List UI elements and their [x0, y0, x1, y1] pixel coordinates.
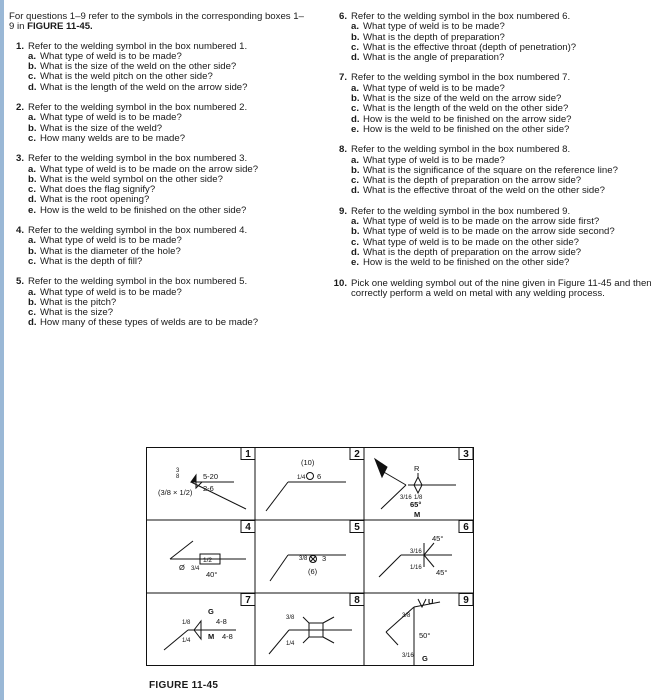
sub-question-text: What type of weld is to be made on the arrow side first? — [363, 216, 600, 228]
sub-question-letter: a. — [28, 235, 37, 247]
svg-text:5-20: 5-20 — [203, 472, 219, 481]
sub-question-text: What is the angle of preparation? — [363, 52, 505, 64]
sub-question-letter: c. — [28, 307, 37, 319]
question-number: 6. — [338, 11, 347, 22]
sub-question-text: What is the length of the weld on the other side? — [363, 103, 569, 115]
figure-11-45 — [146, 447, 474, 666]
svg-text:3: 3 — [176, 468, 180, 474]
right-column — [332, 12, 662, 309]
sub-question-letter: d. — [351, 246, 360, 258]
left-column — [9, 12, 309, 339]
svg-text:1/8: 1/8 — [182, 620, 191, 626]
sub-question-letter: d. — [351, 113, 360, 125]
svg-text:3/16: 3/16 — [400, 495, 412, 501]
welding-symbol-2 — [266, 473, 346, 512]
sub-question-letter: d. — [28, 317, 37, 329]
sub-question-letter: c. — [351, 175, 360, 187]
sub-question-letter: c. — [351, 103, 360, 115]
sub-question-text: What is the effective throat of the weld on the other side? — [363, 185, 605, 197]
welding-symbol-1 — [191, 475, 246, 509]
question-number: 3. — [15, 153, 24, 165]
sub-question-text: What type of weld is to be made? — [40, 235, 182, 247]
sub-question-text: What type of weld is to be made? — [40, 286, 182, 298]
sub-question-letter: a. — [351, 82, 360, 94]
svg-text:1/4: 1/4 — [286, 641, 295, 647]
svg-text:M: M — [414, 510, 421, 519]
svg-text:R: R — [414, 464, 420, 473]
question-5 — [9, 277, 309, 328]
sub-question-letter: c. — [28, 71, 37, 83]
sub-question-text: What is the depth of fill? — [40, 255, 143, 267]
svg-text:6: 6 — [317, 472, 322, 481]
sub-question-text: What is the diameter of the hole? — [40, 245, 181, 257]
sub-question-letter: a. — [351, 154, 360, 166]
question-number: 2. — [15, 102, 24, 114]
sub-question-text: What type of weld is to be made? — [363, 154, 505, 166]
sub-question-letter: a. — [28, 286, 37, 298]
svg-text:1/2: 1/2 — [203, 557, 213, 564]
question-1 — [9, 42, 309, 93]
svg-text:1/8: 1/8 — [414, 495, 423, 501]
question-6 — [332, 12, 662, 63]
sub-question-letter: b. — [28, 61, 37, 73]
sub-question-text: What type of weld is to be made on the other side? — [363, 236, 579, 248]
sub-question-text: What is the effective throat (depth of penetration)? — [363, 41, 577, 53]
sub-question-letter: d. — [28, 81, 37, 93]
svg-text:3/8: 3/8 — [402, 613, 411, 619]
svg-text:Ø: Ø — [179, 563, 185, 572]
page-edge-bar — [0, 0, 4, 700]
figure-caption: FIGURE 11-45 — [149, 680, 219, 691]
box-number-2: 2 — [354, 449, 360, 460]
sub-question-text: What is the size of the weld? — [40, 122, 163, 134]
sub-question-letter: b. — [351, 93, 360, 105]
sub-question-letter: a. — [28, 163, 37, 175]
svg-text:3/16: 3/16 — [410, 549, 422, 555]
sub-question-text: What type of weld is to be made? — [363, 82, 505, 94]
sub-question-text: What type of weld is to be made? — [363, 21, 505, 33]
svg-text:1/4: 1/4 — [297, 475, 306, 481]
svg-text:40°: 40° — [206, 570, 218, 579]
svg-text:3/8: 3/8 — [286, 615, 295, 621]
svg-text:G: G — [208, 607, 214, 616]
sub-question-letter: b. — [351, 226, 360, 238]
sub-question — [28, 83, 309, 93]
sub-question-text: What is the depth of preparation on the arrow side? — [363, 175, 582, 187]
question-number: 10. — [333, 277, 347, 289]
sub-question-text: What is the depth of preparation on the arrow side? — [363, 246, 582, 258]
sub-question-letter: b. — [28, 122, 37, 134]
question-text: Refer to the welding symbol in the box numbered 4. — [28, 225, 248, 237]
question-text: Refer to the welding symbol in the box numbered 7. — [351, 72, 571, 84]
question-number: 7. — [338, 72, 347, 84]
question-text: Pick one welding symbol out of the nine given in Figure 11-45 and then correctly perform a weld on metal with any welding process. — [351, 277, 652, 299]
sub-question-letter: d. — [351, 52, 360, 64]
sub-question — [351, 125, 662, 135]
svg-text:3/16: 3/16 — [402, 653, 414, 659]
svg-text:3/4: 3/4 — [191, 566, 200, 572]
symbol-2-count-paren: (10) — [301, 458, 315, 467]
svg-text:8: 8 — [176, 474, 180, 480]
svg-text:4-8: 4-8 — [216, 617, 227, 626]
sub-question-letter: c. — [351, 236, 360, 248]
sub-question-letter: c. — [28, 184, 37, 196]
question-text: Refer to the welding symbol in the box numbered 2. — [28, 102, 248, 114]
question-text: Refer to the welding symbol in the box numbered 8. — [351, 144, 571, 156]
question-2 — [9, 103, 309, 144]
sub-question-text: What type of weld is to be made on the arrow side second? — [363, 226, 615, 238]
sub-question — [351, 53, 662, 63]
sub-question-letter: a. — [28, 112, 37, 124]
sub-question-text: How many welds are to be made? — [40, 132, 186, 144]
svg-text:M: M — [208, 632, 215, 641]
sub-question-letter: b. — [28, 296, 37, 308]
svg-text:G: G — [422, 654, 428, 663]
question-number: 1. — [15, 40, 24, 52]
box-number-1: 1 — [245, 449, 251, 460]
box-number-7: 7 — [245, 595, 251, 606]
question-number: 5. — [15, 276, 24, 288]
svg-text:(3/8 × 1/2): (3/8 × 1/2) — [158, 488, 193, 497]
welding-symbol-8 — [269, 617, 352, 654]
question-4 — [9, 226, 309, 267]
sub-question — [28, 257, 309, 267]
svg-text:65°: 65° — [410, 500, 422, 509]
svg-text:45°: 45° — [436, 568, 448, 577]
question-8 — [332, 145, 662, 196]
question-text: Refer to the welding symbol in the box numbered 6. — [351, 11, 571, 22]
sub-question-text: What is the length of the weld on the arrow side? — [40, 81, 248, 93]
question-text: Refer to the welding symbol in the box numbered 9. — [351, 205, 571, 217]
sub-question-letter: c. — [28, 255, 37, 267]
sub-question-letter: a. — [28, 50, 37, 62]
sub-question-text: What is the root opening? — [40, 194, 150, 206]
sub-question-letter: b. — [28, 245, 37, 257]
sub-question-letter: e. — [351, 123, 360, 135]
sub-question-letter: b. — [351, 164, 360, 176]
sub-question-letter: d. — [28, 194, 37, 206]
sub-question-text: How is the weld to be finished on the arrow side? — [363, 113, 572, 125]
svg-text:2-6: 2-6 — [203, 484, 214, 493]
sub-question-letter: e. — [28, 204, 37, 216]
sub-question-text: What is the depth of preparation? — [363, 31, 505, 43]
sub-question-text: How is the weld to be finished on the other side? — [40, 204, 247, 216]
question-number: 4. — [15, 225, 24, 237]
sub-question-text: What is the size of the weld on the other side? — [40, 61, 237, 73]
box-number-5: 5 — [354, 522, 360, 533]
sub-question — [28, 134, 309, 144]
box-number-4: 4 — [245, 522, 251, 533]
svg-text:1/4: 1/4 — [182, 638, 191, 644]
figure-reference: FIGURE 11-45. — [27, 21, 93, 33]
sub-question-text: What does the flag signify? — [40, 184, 156, 196]
sub-question-letter: e. — [351, 257, 360, 269]
svg-text:3: 3 — [322, 554, 327, 563]
sub-question — [351, 186, 662, 196]
sub-question-letter: c. — [28, 132, 37, 144]
box-number-3: 3 — [463, 449, 469, 460]
sub-question-text: What is the weld pitch on the other side? — [40, 71, 213, 83]
sub-question-text: What is the pitch? — [40, 296, 117, 308]
sub-question-text: How is the weld to be finished on the other side? — [363, 123, 570, 135]
sub-question-letter: d. — [351, 185, 360, 197]
sub-question-text: What is the size of the weld on the arrow side? — [363, 93, 562, 105]
question-text: Refer to the welding symbol in the box numbered 1. — [28, 40, 248, 52]
question-number: 9. — [338, 205, 347, 217]
sub-question-letter: a. — [351, 21, 360, 33]
sub-question-text: What is the weld symbol on the other side? — [40, 173, 223, 185]
question-3 — [9, 154, 309, 216]
sub-question-text: What is the significance of the square on the reference line? — [363, 164, 618, 176]
sub-question-text: What type of weld is to be made? — [40, 50, 182, 62]
sub-question-letter: b. — [28, 173, 37, 185]
sub-question-text: How many of these types of welds are to be made? — [40, 317, 259, 329]
sub-question-letter: a. — [351, 216, 360, 228]
sub-question-text: What is the size? — [40, 307, 114, 319]
question-9 — [332, 207, 662, 269]
box-number-6: 6 — [463, 522, 469, 533]
sub-question — [351, 258, 662, 268]
svg-text:45°: 45° — [432, 534, 444, 543]
sub-question-letter: b. — [351, 31, 360, 43]
svg-text:4-8: 4-8 — [222, 632, 233, 641]
sub-question-text: How is the weld to be finished on the other side? — [363, 257, 570, 269]
intro-text: For questions 1–9 refer to the symbols in the corresponding boxes 1–9 in FIGURE 11-45. — [9, 11, 304, 33]
sub-question-letter: c. — [351, 41, 360, 53]
sub-question-text: What type of weld is to be made? — [40, 112, 182, 124]
box-number-9: 9 — [463, 595, 469, 606]
sub-question — [28, 318, 309, 328]
svg-text:50°: 50° — [419, 631, 431, 640]
question-text: Refer to the welding symbol in the box numbered 3. — [28, 153, 248, 165]
question-number: 8. — [338, 144, 347, 156]
sub-question-text: What type of weld is to be made on the arrow side? — [40, 163, 259, 175]
svg-text:1/16: 1/16 — [410, 565, 422, 571]
box-number-8: 8 — [354, 595, 360, 606]
svg-text:U: U — [428, 597, 434, 606]
question-text: Refer to the welding symbol in the box numbered 5. — [28, 276, 248, 288]
svg-text:(6): (6) — [308, 567, 318, 576]
question-10 — [332, 279, 662, 300]
svg-text:3/8: 3/8 — [299, 556, 308, 562]
sub-question — [28, 206, 309, 216]
question-7 — [332, 73, 662, 135]
